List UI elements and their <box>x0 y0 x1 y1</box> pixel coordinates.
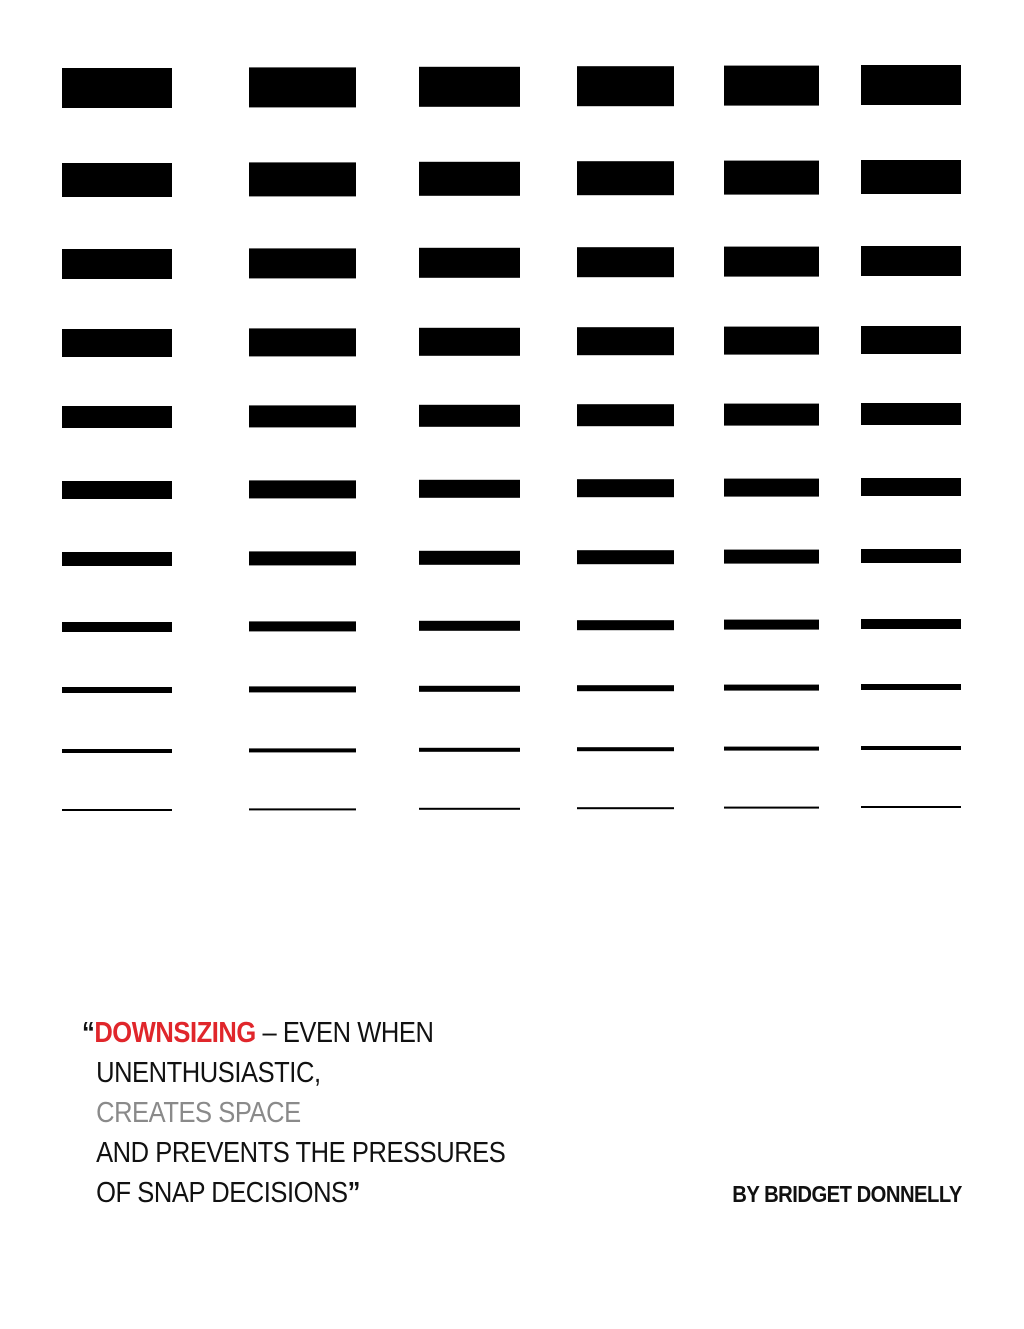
bar-r9-c5 <box>724 685 819 691</box>
bar-r4-c6 <box>861 326 961 354</box>
bar-r5-c6 <box>861 403 961 425</box>
bar-r10-c6 <box>861 746 961 750</box>
bar-r1-c2 <box>249 67 356 107</box>
bar-r7-c3 <box>419 551 520 565</box>
bar-r11-c1 <box>62 809 172 811</box>
quote-highlight-word: DOWNSIZING <box>94 1017 256 1049</box>
quote-line-5-text: OF SNAP DECISIONS <box>96 1177 348 1209</box>
bar-r10-c2 <box>249 748 356 752</box>
bar-r4-c1 <box>62 329 172 357</box>
bar-r1-c1 <box>62 68 172 108</box>
bar-r3-c4 <box>577 247 674 277</box>
bar-r10-c3 <box>419 748 520 752</box>
bar-r4-c4 <box>577 327 674 355</box>
bar-r10-c1 <box>62 749 172 753</box>
bar-r10-c4 <box>577 747 674 751</box>
bar-r6-c6 <box>861 478 961 496</box>
bar-r5-c2 <box>249 405 356 427</box>
bar-r8-c3 <box>419 621 520 631</box>
quote-line-1 <box>82 1013 540 1053</box>
bar-r5-c5 <box>724 404 819 426</box>
open-quote-mark: “ <box>82 1017 95 1049</box>
quote-line-1-rest: – EVEN WHEN <box>255 1017 434 1049</box>
bar-r4-c5 <box>724 327 819 355</box>
close-quote-mark: ” <box>347 1177 360 1209</box>
bar-r3-c3 <box>419 248 520 278</box>
bar-r6-c3 <box>419 480 520 498</box>
bar-r2-c1 <box>62 163 172 197</box>
bar-r6-c1 <box>62 481 172 499</box>
quote-line-5 <box>82 1173 540 1213</box>
bar-r7-c1 <box>62 552 172 566</box>
bar-r11-c5 <box>724 807 819 809</box>
bar-r3-c2 <box>249 248 356 278</box>
bar-r8-c4 <box>577 620 674 630</box>
bar-r9-c6 <box>861 684 961 690</box>
bar-r9-c1 <box>62 687 172 693</box>
bar-r2-c2 <box>249 162 356 196</box>
bar-r10-c5 <box>724 747 819 751</box>
bar-r7-c5 <box>724 550 819 564</box>
bar-r1-c4 <box>577 66 674 106</box>
bar-r7-c4 <box>577 550 674 564</box>
bar-r7-c2 <box>249 551 356 565</box>
author-byline: BY BRIDGET DONNELLY <box>732 1181 962 1207</box>
bar-r4-c3 <box>419 328 520 356</box>
bar-r6-c2 <box>249 480 356 498</box>
bar-r2-c4 <box>577 161 674 195</box>
bar-r5-c4 <box>577 404 674 426</box>
bar-r11-c3 <box>419 808 520 810</box>
bar-r1-c6 <box>861 65 961 105</box>
bar-r3-c1 <box>62 249 172 279</box>
bar-r7-c6 <box>861 549 961 563</box>
pull-quote <box>82 1013 540 1213</box>
quote-line-3: CREATES SPACE <box>96 1097 301 1129</box>
bar-r1-c5 <box>724 66 819 106</box>
bar-r8-c6 <box>861 619 961 629</box>
bar-r2-c3 <box>419 162 520 196</box>
bar-r6-c4 <box>577 479 674 497</box>
quote-line-4: AND PREVENTS THE PRESSURES <box>96 1137 506 1169</box>
bar-r9-c2 <box>249 686 356 692</box>
bar-r2-c6 <box>861 160 961 194</box>
bar-r6-c5 <box>724 479 819 497</box>
bar-r5-c1 <box>62 406 172 428</box>
bar-r8-c1 <box>62 622 172 632</box>
bar-r9-c4 <box>577 685 674 691</box>
bar-r4-c2 <box>249 328 356 356</box>
bar-r11-c2 <box>249 808 356 810</box>
bar-r8-c2 <box>249 621 356 631</box>
bar-r11-c4 <box>577 807 674 809</box>
bar-r1-c3 <box>419 67 520 107</box>
bar-r3-c5 <box>724 247 819 277</box>
bar-r11-c6 <box>861 806 961 808</box>
bar-r2-c5 <box>724 161 819 195</box>
quote-line-2: UNENTHUSIASTIC, <box>96 1057 321 1089</box>
bar-r9-c3 <box>419 686 520 692</box>
bar-r3-c6 <box>861 246 961 276</box>
bar-r8-c5 <box>724 620 819 630</box>
bar-r5-c3 <box>419 405 520 427</box>
